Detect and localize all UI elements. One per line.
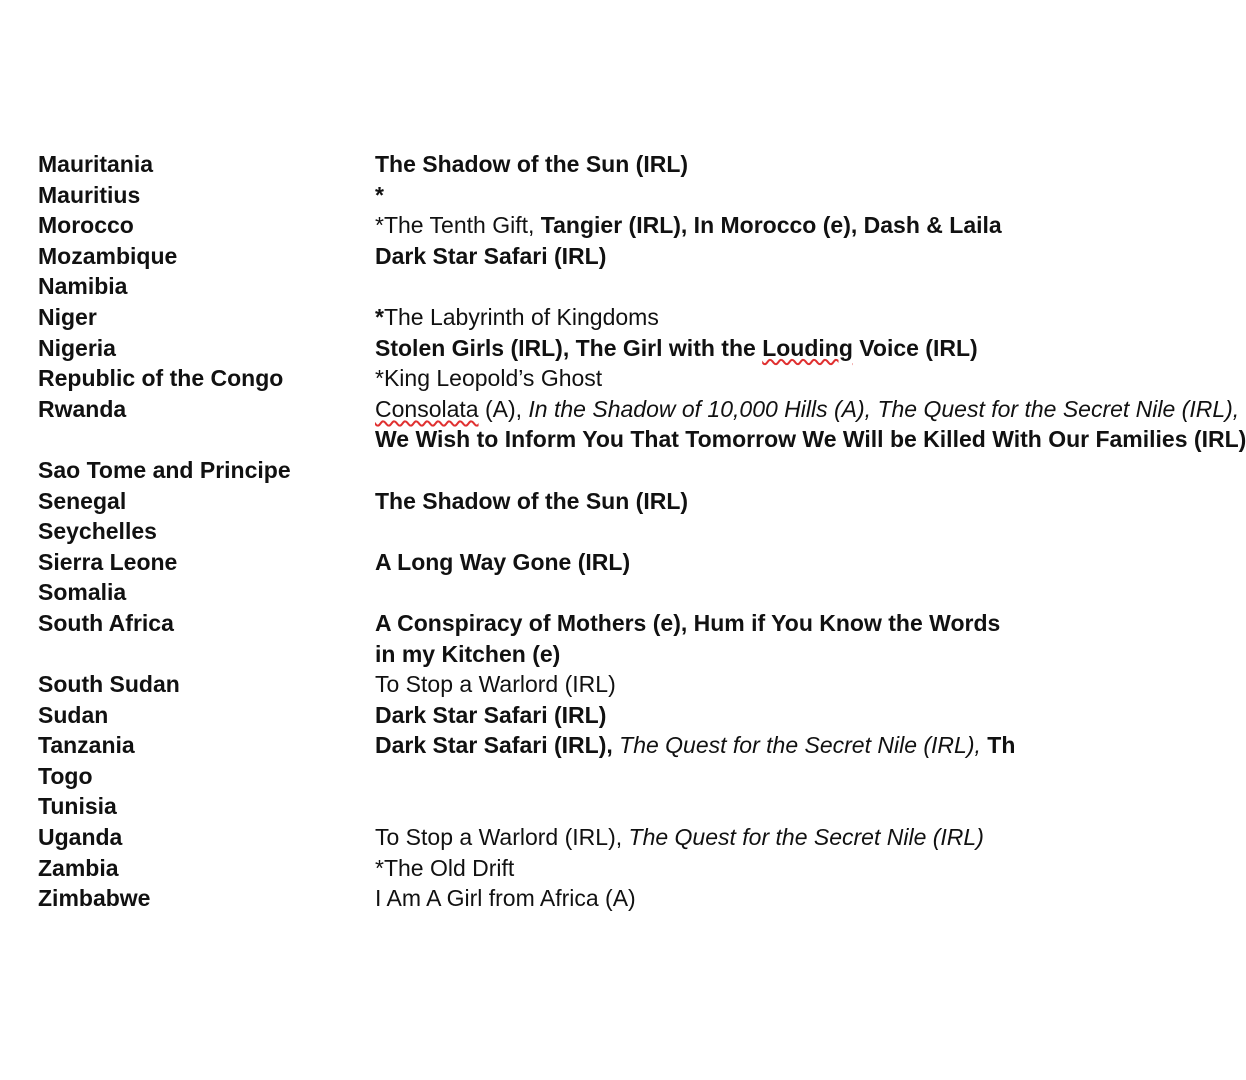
book-title-segment: The Shadow of the Sun (IRL) [375,487,689,514]
country-name: South Sudan [38,671,180,698]
list-row [0,547,1080,578]
country-name: Sao Tome and Principe [38,456,291,483]
list-row [0,577,1080,608]
book-title-segment: *King Leopold’s Ghost [375,365,603,392]
list-row [0,669,1080,700]
book-title-segment: The Labyrinth of Kingdoms [383,303,659,330]
book-titles [375,730,1080,761]
book-titles [375,210,1080,241]
list-row [0,700,1080,731]
country-name: Somalia [38,579,127,606]
list-row [0,853,1080,884]
book-titles [375,822,1080,853]
book-titles [375,486,1080,517]
book-titles [375,302,1080,333]
country-name: Sudan [38,701,109,728]
book-list-document [0,149,1246,914]
book-title-segment: A Conspiracy of Mothers (e), Hum if You Know the Words [375,609,1001,636]
book-titles [375,149,1080,180]
list-row [0,639,1080,670]
country-name: Mauritius [38,181,141,208]
book-title-segment: We Wish to Inform You That Tomorrow We Will be Killed With Our Families (IRL) [375,426,1246,453]
list-row [0,608,1080,639]
list-row [0,394,1240,425]
list-row [0,302,1080,333]
book-title-segment: Tangier (IRL), In Morocco (e), Dash & Laila [540,212,1002,239]
book-title-segment: In the Shadow of 10,000 Hills (A), The Quest for the Secret Nile (IRL), [528,395,1240,422]
book-titles [375,180,1080,211]
country-name: Tunisia [38,793,117,820]
book-titles [375,363,1080,394]
book-titles [375,547,1080,578]
book-title-segment: Louding [762,334,853,361]
country-name: Mozambique [38,242,178,269]
book-titles [375,883,1080,914]
country-name: Namibia [38,273,128,300]
book-title-segment: * [375,181,384,208]
country-name: Mauritania [38,151,154,177]
country-name: Tanzania [38,732,135,759]
book-titles [375,700,1080,731]
country-name: Republic of the Congo [38,365,284,392]
book-title-segment: (A), [478,395,529,422]
list-row [0,730,1080,761]
country-name: Zambia [38,854,119,881]
book-titles [375,639,1080,670]
list-row [0,516,1080,547]
book-titles [375,241,1080,272]
country-name: South Africa [38,609,174,636]
book-titles [375,394,1240,425]
book-title-segment: A Long Way Gone (IRL) [375,548,631,575]
book-title-segment: *The Tenth Gift, [375,212,541,239]
country-name: Togo [38,762,93,789]
country-name: Seychelles [38,518,157,545]
book-titles [375,608,1080,639]
book-titles [375,333,1080,364]
book-title-segment: *The Old Drift [375,854,515,881]
list-row [0,424,1246,455]
list-row [0,363,1080,394]
book-title-segment: Dark Star Safari (IRL), [375,732,620,759]
country-name: Morocco [38,212,134,239]
list-row [0,149,1080,180]
book-title-segment: Dark Star Safari (IRL) [375,242,607,269]
book-title-segment: Dark Star Safari (IRL) [375,701,607,728]
list-row [0,271,1080,302]
list-row [0,883,1080,914]
book-title-segment: Consolata [375,395,479,422]
book-titles [375,853,1080,884]
book-title-segment: in my Kitchen (e) [375,640,561,667]
country-name: Uganda [38,824,123,851]
country-name: Nigeria [38,334,116,361]
list-row [0,455,1080,486]
list-row [0,761,1080,792]
book-title-segment: Voice (IRL) [852,334,978,361]
book-title-segment: * [375,303,384,330]
country-name: Niger [38,303,97,330]
book-title-segment: The Quest for the Secret Nile (IRL) [628,824,984,851]
list-row [0,333,1080,364]
country-name: Senegal [38,487,127,514]
country-name: Sierra Leone [38,548,178,575]
list-row [0,180,1080,211]
list-row [0,241,1080,272]
country-name: Rwanda [38,395,127,422]
book-titles [375,669,1080,700]
book-titles [375,424,1246,455]
country-name: Zimbabwe [38,885,151,912]
book-title-segment: The Shadow of the Sun (IRL) [375,151,689,177]
book-title-segment: I Am A Girl from Africa (A) [375,885,636,912]
list-row [0,822,1080,853]
list-row [0,486,1080,517]
book-title-segment: Th [987,732,1016,759]
book-title-segment: To Stop a Warlord (IRL) [375,671,616,698]
book-title-segment: Stolen Girls (IRL), The Girl with the [375,334,763,361]
list-row [0,791,1080,822]
book-title-segment: To Stop a Warlord (IRL), [375,824,629,851]
book-title-segment: The Quest for the Secret Nile (IRL), [619,732,988,759]
list-row [0,210,1080,241]
